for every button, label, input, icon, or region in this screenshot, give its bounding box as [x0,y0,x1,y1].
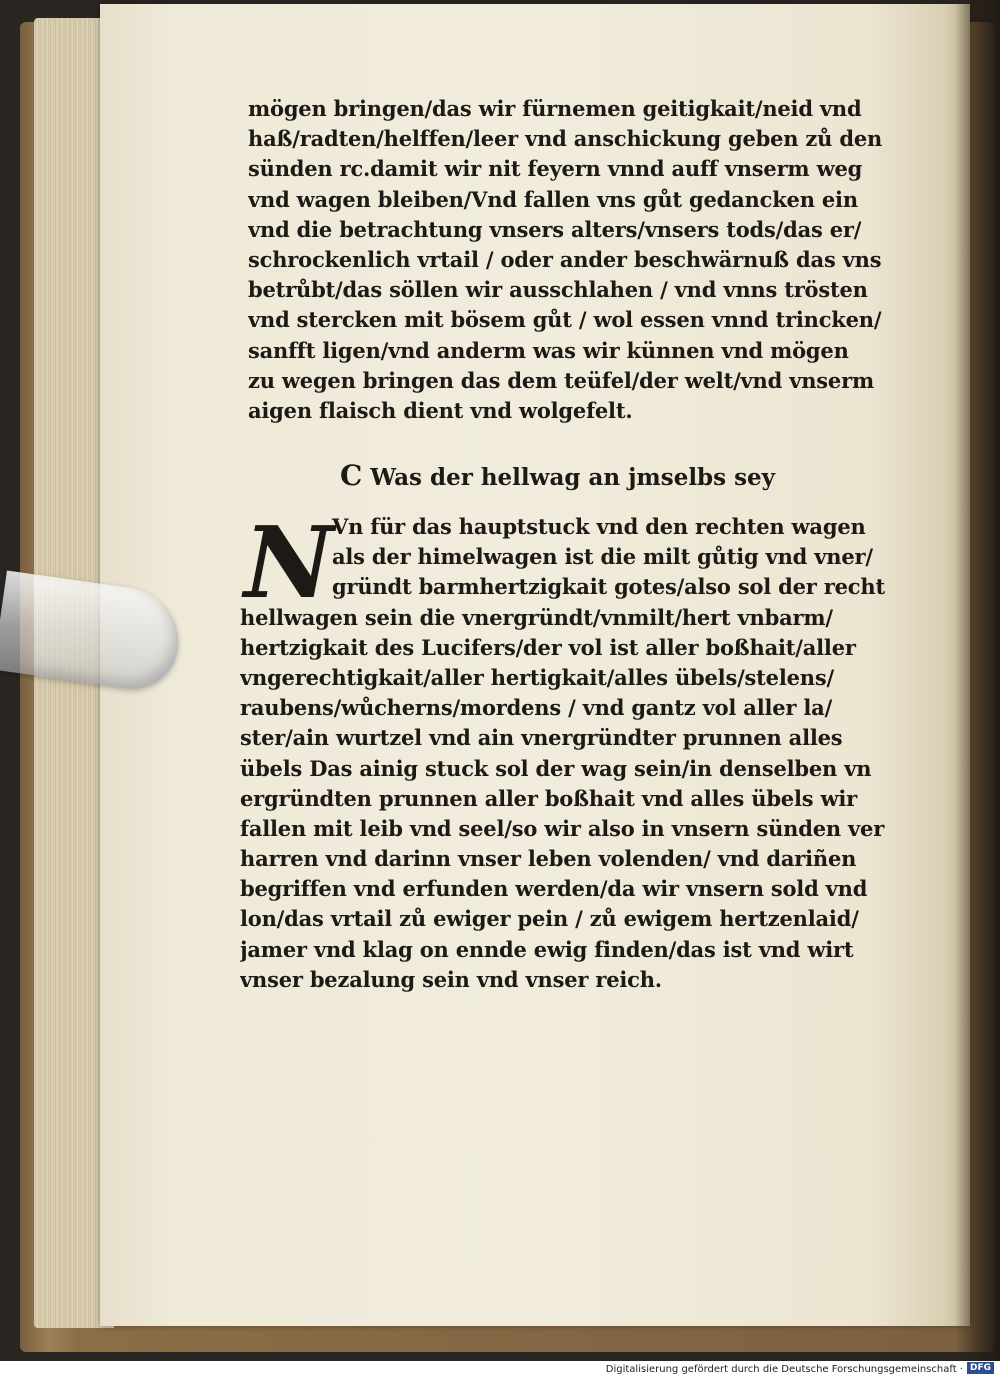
heading-text: Was der hellwag an jmselbs sey [370,464,776,491]
text-line: ergründten prunnen aller boßhait vnd alles übels wir [240,785,857,811]
text-line: jamer vnd klag on ennde ewig finden/das ist vnd wirt [240,936,854,962]
text-line: harren vnd darinn vnser leben volenden/ vnd dariñen [240,846,857,872]
text-line: vnd die betrachtung vnsers alters/vnsers tods/das er/ [248,216,862,242]
footer-bar [0,1361,1000,1379]
text-line: als der himelwagen ist die milt gůtig vnd vner/ [332,544,873,570]
paragraph-1 [248,94,884,426]
decorated-initial: N [244,506,334,621]
paragraph-2 [240,506,890,995]
text-line: vnser bezalung sein vnd vnser reich. [240,966,662,992]
text-line: gründt barmhertzigkait gotes/also sol der recht [332,574,885,600]
text-line: betrůbt/das söllen wir ausschlahen / vnd vnns trösten [248,277,868,303]
text-line: ster/ain wurtzel vnd ain vnergründter prunnen alles [240,725,843,751]
dfg-logo: DFG [967,1362,994,1374]
text-line: sanfft ligen/vnd anderm was wir künnen vnd mögen [248,337,849,363]
text-line: fallen mit leib vnd seel/so wir also in vnsern sünden ver [240,815,885,841]
text-line: vngerechtigkait/aller hertigkait/alles übels/stelens/ [240,664,834,690]
text-line: schrockenlich vrtail / oder ander beschwärnuß das vns [248,246,882,272]
text-line: vnd stercken mit bösem gůt / wol essen vnnd trincken/ [248,307,882,333]
text-line: raubens/wůcherns/mordens / vnd gantz vol aller la/ [240,695,833,721]
text-line: begriffen vnd erfunden werden/da wir vnsern sold vnd [240,876,868,902]
text-line: haß/radten/helffen/leer vnd anschickung geben zů den [248,126,883,152]
section-heading [340,456,860,498]
text-line: lon/das vrtail zů ewiger pein / zů ewigem hertzenlaid/ [240,906,859,932]
text-line: zu wegen bringen das dem teüfel/der welt/vnd vnserm [248,367,874,393]
paragraph-mark: C [340,459,363,492]
text-line: übels Das ainig stuck sol der wag sein/in denselben vn [240,755,872,781]
gutter-shadow [955,0,1000,1361]
text-line: aigen flaisch dient vnd wolgefelt. [248,397,633,423]
text-line: vnd wagen bleiben/Vnd fallen vns gůt gedancken ein [248,186,858,212]
text-line: Vn für das hauptstuck vnd den rechten wagen [332,514,866,539]
funding-notice: Digitalisierung gefördert durch die Deutsche Forschungsgemeinschaft · [605,1364,963,1375]
text-line: sünden rc.damit wir nit feyern vnnd auff vnserm weg [248,156,863,182]
text-line: hellwagen sein die vnergründt/vnmilt/hert vnbarm/ [240,604,833,630]
text-line: hertzigkait des Lucifers/der vol ist aller boßhait/aller [240,634,856,660]
text-line: mögen bringen/das wir fürnemen geitigkait/neid vnd [248,96,862,121]
